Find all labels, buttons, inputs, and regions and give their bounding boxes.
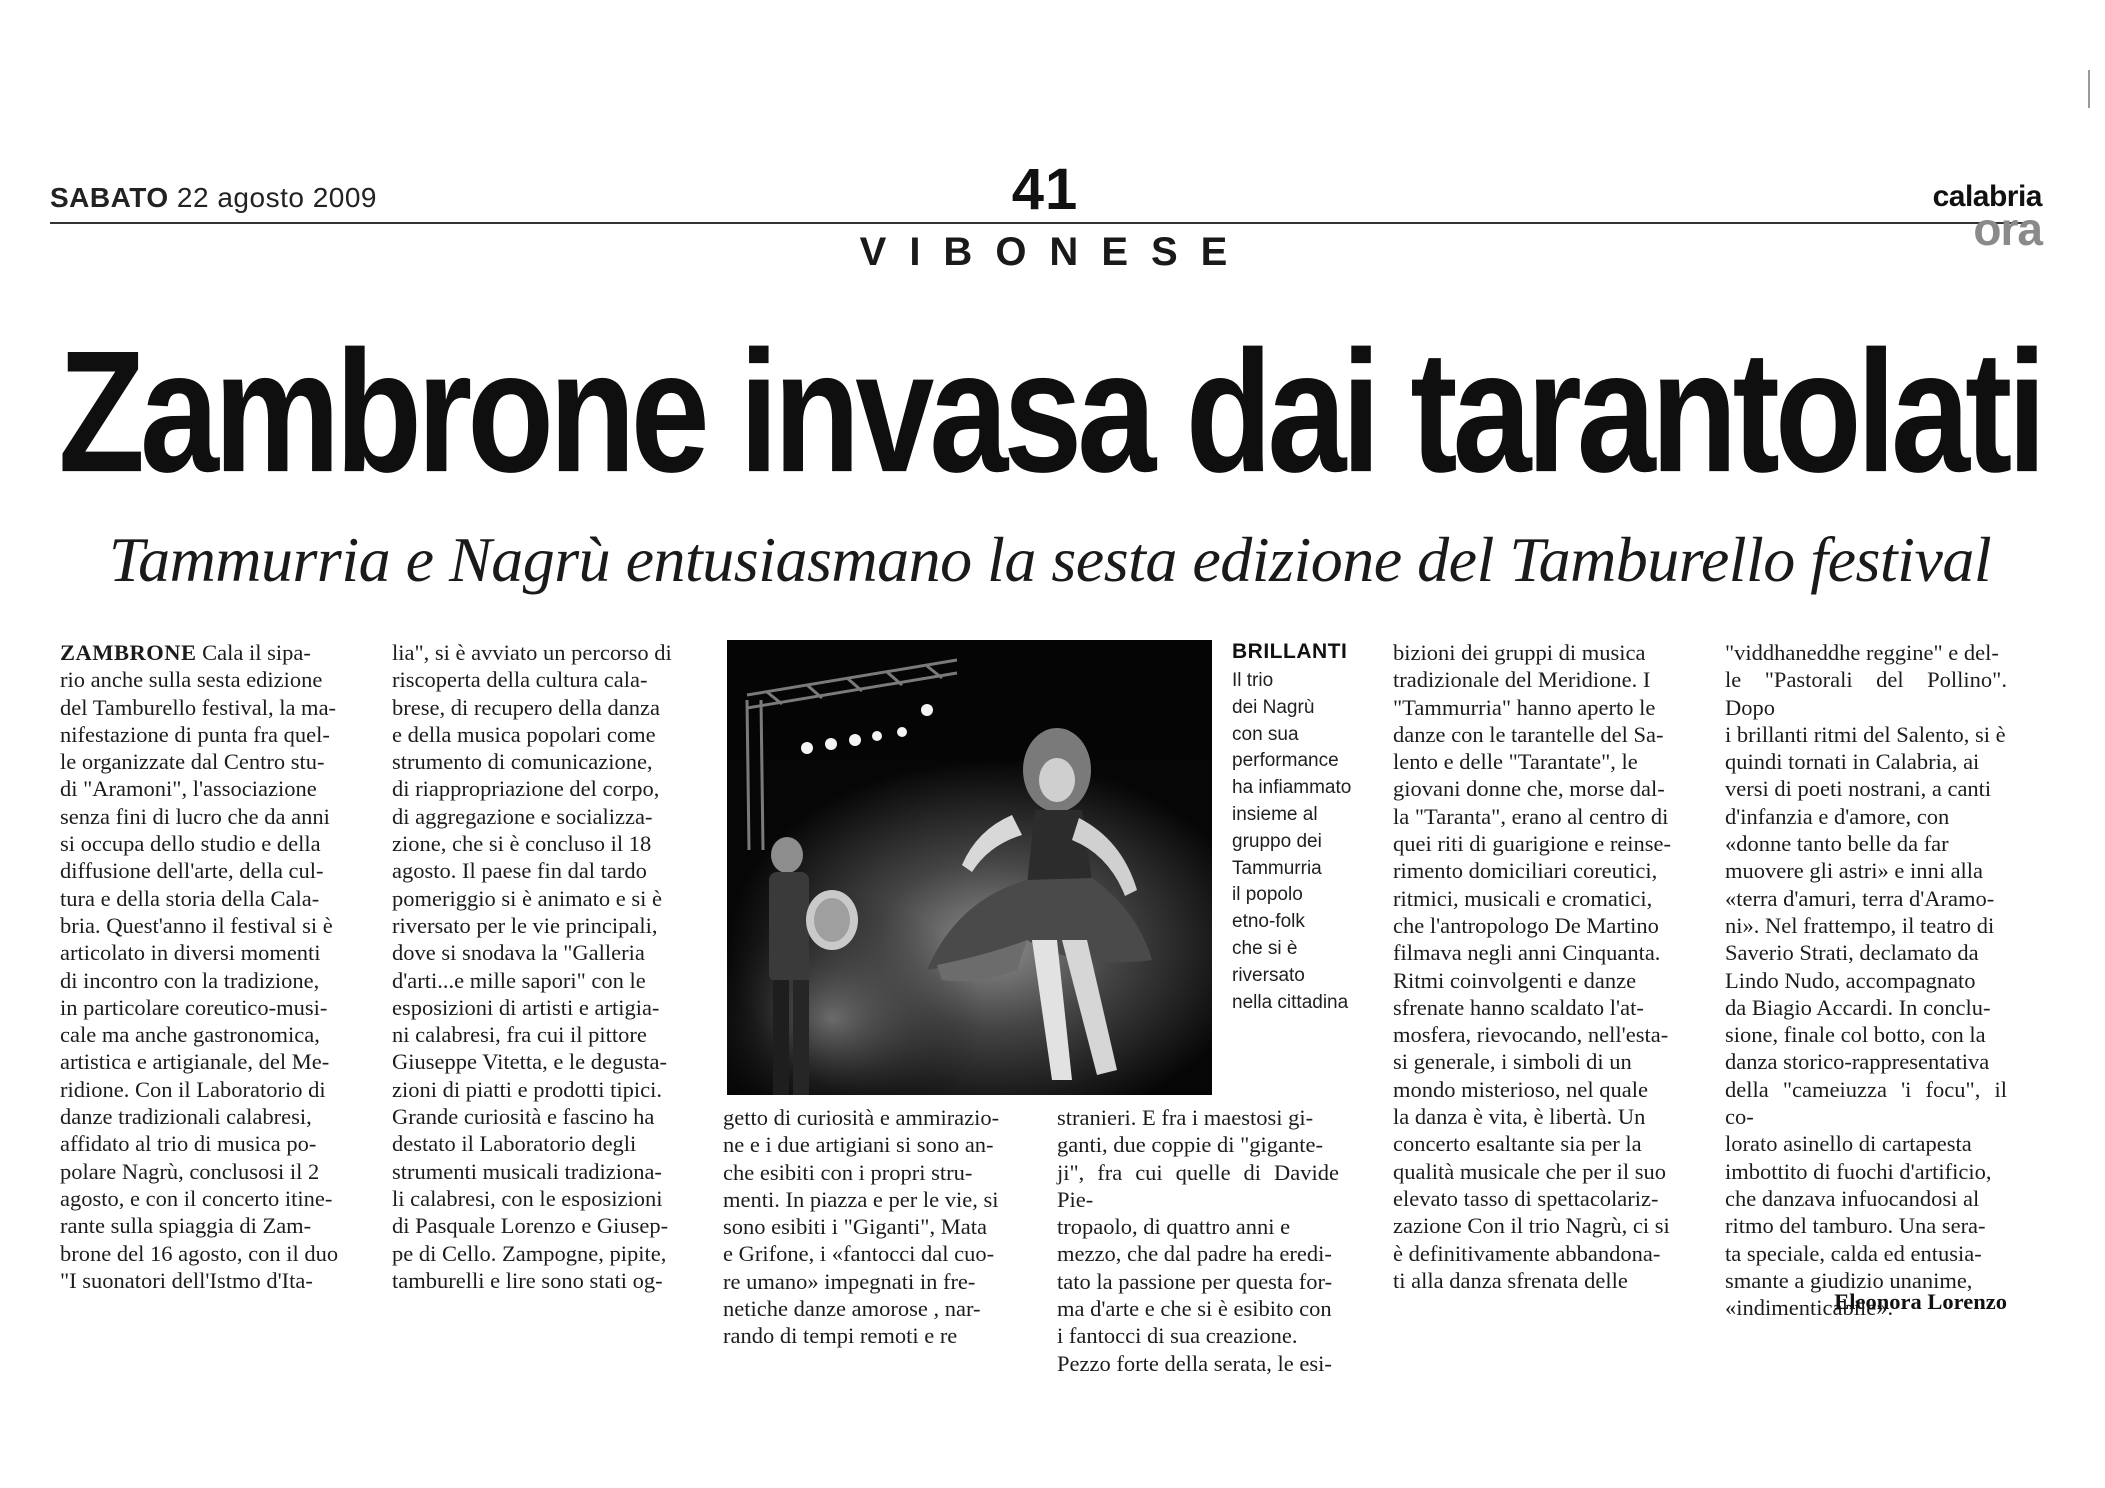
brand-logo-bottom: ora [1973,203,2042,255]
column-1-text: Cala il sipa- rio anche sulla sesta edizione del Tamburello festival, la ma- nifestazione di punta fra quel- le organizzate dal Centro stu- di "Aramoni", l'associazione senza fini di lucro che da anni si occupa dello studio e della diffusione dell'arte, della cul- tura e della storia della Cala- bria. Quest'anno il festival si è articolato in diversi momenti di incontro con la tradizione, in particolare coreutico-musi- cale ma anche gastronomica, artistica e artigianale, del Me- ridione. Con il Laboratorio di danze tradizionali calabresi, affidato al trio di musica po- polare Nagrù, conclusosi il 2 agosto, e con il concerto itine- rante sulla spiaggia di Zam- brone del 16 agosto, con il duo "I suonatori dell'Istmo d'Ita- [60,640,339,1293]
concert-photo-image [727,640,1212,1095]
photo-caption-title: BRILLANTI [1232,640,1348,663]
section-title: VIBONESE [859,230,1251,274]
byline: Eleonora Lorenzo [1834,1289,2007,1314]
subheadline: Tammurria e Nagrù entusiasmano la sesta edizione del Tamburello festival [108,524,1992,595]
page-number: 41 [1011,157,1079,222]
article-column-6: "viddhaneddhe reggine" e del- le "Pastorali del Pollino". Dopo i brillanti ritmi del Salento, si è quindi tornati in Calabria, ai versi di poeti nostrani, a canti d'infanzia e d'amore, con «donne tanto belle da far muovere gli astri» e inni alla «terra d'amuri, terra d'Aramo- ni». Nel frattempo, il teatro di Saverio Strati, declamato da Lindo Nudo, accompagnato da Biagio Accardi. In conclu- sione, finale col botto, con la danza storico-rappresentativa della "cameiuzza 'i focu", il co- lorato asinello di cartapesta imbottito di fuochi d'artificio, che danzava infuocandosi al ritmo del tamburo. Una sera- ta speciale, calda ed entusia- smante a giudizio unanime, «indimenticabile». [1725,640,2007,1321]
issue-date-text: 22 agosto 2009 [176,182,377,213]
article-column-4: stranieri. E fra i maestosi gi- ganti, due coppie di "gigante- ji", fra cui quelle di Davide Pie- tropaolo, di quattro anni e mezzo, che dal padre ha eredi- tato la passione per questa for- ma d'arte e che si è esibito con i fantocci di sua creazione. Pezzo forte della serata, le esi- [1057,1105,1339,1376]
article-column-5: bizioni dei gruppi di musica tradizionale del Meridione. I "Tammurria" hanno aperto le danze con le tarantelle del Sa- lento e delle "Tarantate", le giovani donne che, morse dal- la "Taranta", erano al centro di quei riti di guarigione e reinse- rimento domiciliari coreutici, ritmici, musicali e cromatici, che l'antropologo De Martino filmava negli anni Cinquanta. Ritmi coinvolgenti e danze sfrenate hanno scaldato l'at- mosfera, rievocando, nell'esta- si generale, i simboli di un mondo misterioso, nel quale la danza è vita, è libertà. Un concerto esaltante sia per la qualità musicale che per il suo elevato tasso di spettacolariz- zazione Con il trio Nagrù, ci si è definitivamente abbandona- ti alla danza sfrenata delle [1393,640,1672,1293]
masthead-rule [50,222,2030,224]
article-column-3: getto di curiosità e ammirazio- ne e i due artigiani si sono an- che esibiti con i propri stru- menti. In piazza e per le vie, si sono esibiti i "Giganti", Mata e Grifone, i «fantocci dal cuo- re umano» impegnati in fre- netiche danze amorose , nar- rando di tempi remoti e re [723,1105,1000,1349]
headline: Zambrone invasa dai tarantolati [58,315,2042,509]
dateline: ZAMBRONE [60,640,197,665]
article-column-2: lia", si è avviato un percorso di riscoperta della cultura cala- brese, di recupero della danza e della musica popolari come strumento di comunicazione, di riappropriazione del corpo, di aggregazione e socializza- zione, che si è concluso il 18 agosto. Il paese fin dal tardo pomeriggio si è animato e si è riversato per le vie principali, dove si snodava la "Galleria d'arti...e mille sapori" con le esposizioni di artisti e artigia- ni calabresi, fra cui il pittore Giuseppe Vitetta, e le degusta- zioni di piatti e prodotti tipici. Grande curiosità e fascino ha destato il Laboratorio degli strumenti musicali tradiziona- li calabresi, con le esposizioni di Pasquale Lorenzo e Giusep- pe di Cello. Zampogne, pipite, tamburelli e lire sono stati og- [392,640,672,1293]
concert-photo [727,640,1212,1095]
scan-edge-mark [2088,70,2090,108]
brand-logo-top: calabria [1932,180,2042,213]
issue-date [50,182,377,214]
article-column-1 [60,639,342,1294]
issue-day: SABATO [50,182,169,213]
photo-caption-text: Il trio dei Nagrù con sua performance ha infiammato insieme al gruppo dei Tammurria il popolo etno-folk che si è riversato nella cittadina [1232,670,1352,1013]
